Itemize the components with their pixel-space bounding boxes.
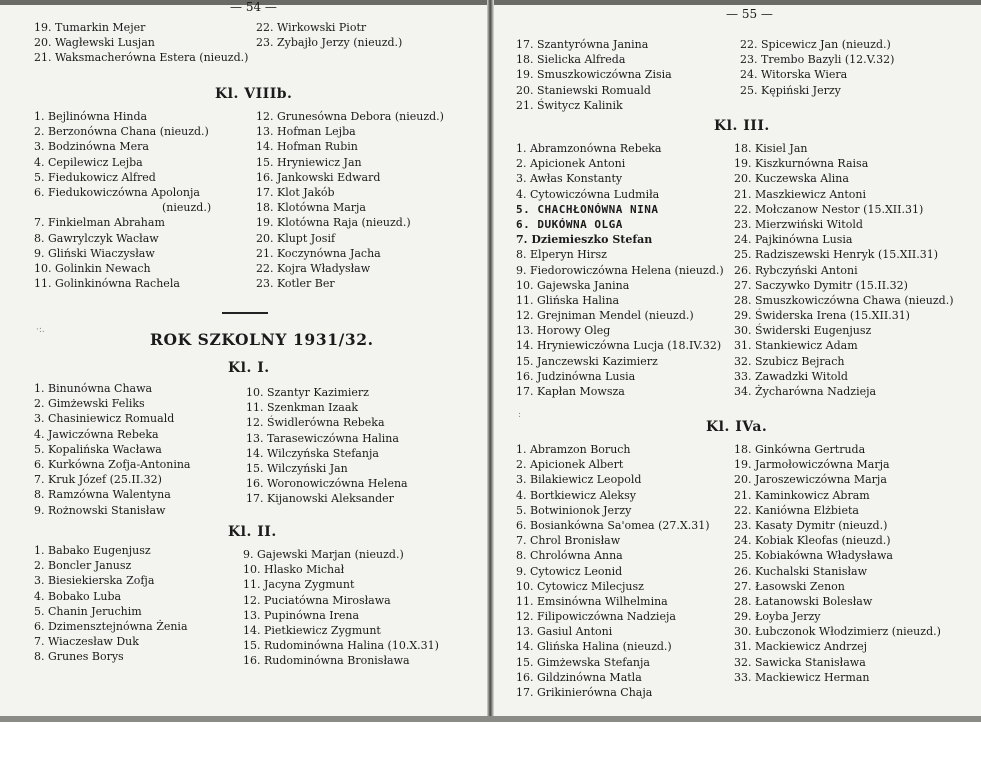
list-item: 20. Jaroszewiczówna Marja [734,473,887,487]
list-item: 13. Hofman Lejba [256,125,356,139]
list-item: 34. Życharówna Nadzieja [734,385,877,398]
list-item: 28. Łatanowski Bolesław [734,594,873,608]
class-iii-col1 [516,141,724,399]
list-item: 22. Kaniówna Elżbieta [734,503,859,517]
class-iva-col1 [516,442,709,700]
list-item: 5. Botwinionok Jerzy [516,503,632,517]
list-item: 17. Kapłan Mowsza [516,385,625,398]
list-item: 14. Pietkiewicz Zygmunt [243,623,381,637]
book-gutter [487,0,494,716]
list-item: 4. Cytowiczówna Ludmiła [516,187,660,201]
class-heading-ii: Kl. II. [228,524,277,540]
top-entries-col2 [256,20,402,50]
list-item: 8. Elperyn Hirsz [516,248,607,262]
list-item: 4. Cepilewicz Lejba [34,155,143,169]
list-item: 18. Sielicka Alfreda [516,53,626,67]
list-item: 15. Gimżewska Stefanja [516,655,650,669]
list-item: 28. Smuszkowiczówna Chawa (nieuzd.) [734,293,954,307]
list-item: 27. Saczywko Dymitr (15.II.32) [734,278,908,292]
list-item: 15. Hryniewicz Jan [256,155,362,169]
list-item: 7. Finkielman Abraham [34,216,165,230]
list-item: 13. Tarasewiczówna Halina [246,431,399,445]
class-heading-iii: Kl. III. [714,118,770,134]
list-item: 16. Rudominówna Bronisława [243,654,410,668]
list-item: 12. Puciatówna Mirosława [243,593,391,607]
list-item: 16. Gildzinówna Matla [516,670,642,684]
list-item: 16. Judzinówna Lusia [516,369,636,383]
class-heading-viiib: Kl. VIIIb. [215,86,293,102]
list-item: 2. Gimżewski Feliks [34,397,145,411]
list-item: 20. Klupt Josif [256,231,336,245]
list-item: 22. Wirkowski Piotr [256,21,367,34]
list-item: 8. Gawrylczyk Wacław [34,231,159,245]
list-item: 26. Kuchalski Stanisław [734,564,867,578]
list-item: 6. Kurkówna Zofja-Antonina [34,457,191,471]
list-item: 12. Świdlerówna Rebeka [246,416,385,430]
list-item: 20. Staniewski Romuald [516,83,651,97]
list-item: 33. Mackiewicz Herman [734,670,870,684]
list-item: 3. Bilakiewicz Leopold [516,473,642,487]
list-item: 21. Waksmacherówna Estera (nieuzd.) [34,51,249,65]
list-item: 7. Dziemieszko Stefan [516,233,653,247]
list-item: 31. Mackiewicz Andrzej [734,640,868,654]
list-item: 10. Gajewska Janina [516,278,630,292]
list-item-continuation: (nieuzd.) [162,201,212,215]
list-item: 5. Fiedukowicz Alfred [34,170,156,184]
list-item: 17. Szantyrówna Janina [516,38,649,51]
list-item: 18. Ginkówna Gertruda [734,443,866,456]
list-item: 9. Cytowicz Leonid [516,564,623,578]
page-number: — 55 — [726,7,773,21]
class-ii-col1 [34,543,188,665]
list-item: 4. Bortkiewicz Aleksy [516,488,636,502]
list-item: 17. Grikinierówna Chaja [516,686,653,699]
list-item: 24. Pajkinówna Lusia [734,233,853,247]
list-item: 17. Klot Jakób [256,185,335,199]
list-item: 11. Glińska Halina [516,293,620,307]
list-item: 16. Jankowski Edward [256,170,381,184]
list-item: 31. Stankiewicz Adam [734,339,858,353]
list-item: 1. Abramzonówna Rebeka [516,142,662,155]
list-item: 1. Binunówna Chawa [34,382,153,395]
list-item: 3. Bodzinówna Mera [34,140,149,154]
list-item: 1. Bejlinówna Hinda [34,110,148,123]
list-item: 18. Kisiel Jan [734,142,808,155]
list-item: 2. Boncler Janusz [34,559,132,573]
list-item: 3. Chasiniewicz Romuald [34,412,175,426]
list-item: 15. Rudominówna Halina (10.X.31) [243,639,439,653]
list-item: 11. Szenkman Izaak [246,401,359,415]
class-heading-i: Kl. I. [228,360,270,376]
class-iii-col2 [734,141,953,399]
list-item: 22. Spicewicz Jan (nieuzd.) [740,38,891,51]
list-item: 16. Woronowiczówna Helena [246,477,408,491]
list-item: 21. Koczynówna Jacha [256,246,381,260]
list-item: 2. Berzonówna Chana (nieuzd.) [34,125,209,139]
list-item: 25. Kobiakówna Władysława [734,549,893,563]
list-item: 15. Wilczyński Jan [246,461,348,475]
list-item: 11. Emsinówna Wilhelmina [516,594,668,608]
list-item: 14. Glińska Halina (nieuzd.) [516,640,672,654]
list-item: 8. Chrolówna Anna [516,549,623,563]
list-item: 4. Jawiczówna Rebeka [34,427,159,441]
list-item: 15. Janczewski Kazimierz [516,354,658,368]
list-item: 13. Pupinówna Irena [243,608,360,622]
list-item: 20. Wagłewski Lusjan [34,36,155,50]
list-item: 19. Smuszkowiczówna Zisia [516,68,672,82]
list-item: 7. Wiaczesław Duk [34,635,139,649]
list-item: 27. Łasowski Zenon [734,579,845,593]
list-item: 5. CHACHŁONÓWNA NINA [516,202,659,216]
list-item: 6. Bosiankówna Sa'omea (27.X.31) [516,518,710,532]
list-item: 23. Kasaty Dymitr (nieuzd.) [734,518,888,532]
list-item: 32. Szubicz Bejrach [734,354,845,368]
list-item: 3. Awłas Konstanty [516,172,623,186]
list-item: 25. Kępiński Jerzy [740,83,841,97]
list-item: 23. Mierzwiński Witold [734,217,863,231]
list-item: 30. Świderski Eugenjusz [734,324,872,338]
class-i-col2 [246,385,408,507]
top-entries-col1 [34,20,248,66]
list-item: 24. Witorska Wiera [740,68,848,82]
scan-blemish: ·:. [36,325,45,335]
page-number: — 54 — [230,0,277,14]
list-item: 6. Dzimensztejnówna Żenia [34,619,188,633]
list-item: 4. Bobako Luba [34,589,122,603]
list-item: 6. DUKÓWNA OLGA [516,217,623,231]
list-item: 33. Zawadzki Witold [734,369,848,383]
list-item: 22. Mołczanow Nestor (15.XII.31) [734,202,924,216]
class-iva-col2 [734,442,941,685]
list-item: 14. Hofman Rubin [256,140,358,154]
class-viiib-col1 [34,109,211,291]
list-item: 26. Rybczyński Antoni [734,263,858,277]
list-item: 12. Grunesówna Debora (nieuzd.) [256,110,444,123]
left-page [0,0,487,716]
list-item: 9. Rożnowski Stanisław [34,503,166,517]
list-item: 9. Fiedorowiczówna Helena (nieuzd.) [516,263,724,277]
list-item: 30. Łubczonok Włodzimierz (nieuzd.) [734,625,941,639]
list-item: 21. Maszkiewicz Antoni [734,187,867,201]
list-item: 22. Kojra Władysław [256,261,371,275]
list-item: 19. Kiszkurnówna Raisa [734,157,869,171]
top-entries-col2 [740,37,894,98]
list-item: 17. Kijanowski Aleksander [246,492,394,506]
section-divider [222,312,268,314]
list-item: 21. Świtycz Kalinik [516,98,623,112]
list-item: 21. Kaminkowicz Abram [734,488,870,502]
scan-blemish: : [518,410,522,420]
list-item: 29. Świderska Irena (15.XII.31) [734,309,910,323]
list-item: 7. Kruk Józef (25.II.32) [34,473,162,487]
right-page [494,0,981,716]
class-i-col1 [34,381,191,518]
list-item: 2. Apicionek Antoni [516,157,626,171]
list-item: 11. Golinkinówna Rachela [34,277,180,291]
list-item: 23. Kotler Ber [256,277,335,291]
list-item: 29. Łoyba Jerzy [734,610,821,624]
list-item: 32. Sawicka Stanisława [734,655,866,669]
list-item: 14. Wilczyńska Stefanja [246,446,379,460]
list-item: 18. Klotówna Marja [256,201,366,215]
list-item: 1. Abramzon Boruch [516,443,631,456]
school-year-heading: ROK SZKOLNY 1931/32. [150,330,374,349]
list-item: 19. Jarmołowiczówna Marja [734,458,890,472]
list-item: 7. Chrol Bronisław [516,534,621,548]
list-item: 10. Hlasko Michał [243,563,345,577]
list-item: 12. Grejniman Mendel (nieuzd.) [516,309,694,323]
class-heading-iva: Kl. IVa. [706,419,768,435]
list-item: 19. Klotówna Raja (nieuzd.) [256,216,411,230]
list-item: 23. Zybajło Jerzy (nieuzd.) [256,36,403,50]
list-item: 5. Kopalińska Wacława [34,442,162,456]
list-item: 10. Golinkin Newach [34,261,151,275]
list-item: 10. Szantyr Kazimierz [246,386,369,399]
list-item: 13. Gasiul Antoni [516,625,613,639]
list-item: 13. Horowy Oleg [516,324,611,338]
list-item: 20. Kuczewska Alina [734,172,849,186]
list-item: 11. Jacyna Zygmunt [243,578,355,592]
list-item: 2. Apicionek Albert [516,458,624,472]
list-item: 8. Grunes Borys [34,650,124,664]
list-item: 6. Fiedukowiczówna Apolonja [34,185,200,199]
list-item: 10. Cytowicz Milecjusz [516,579,644,593]
list-item: 5. Chanin Jeruchim [34,604,142,618]
list-item: 3. Biesiekierska Zofja [34,574,155,588]
list-item: 14. Hryniewiczówna Lucja (18.IV.32) [516,339,722,353]
class-ii-col2 [243,547,439,669]
class-viiib-col2 [256,109,444,291]
list-item: 23. Trembo Bazyli (12.V.32) [740,53,895,67]
list-item: 12. Filipowiczówna Nadzieja [516,610,676,624]
list-item: 9. Gajewski Marjan (nieuzd.) [243,548,404,561]
list-item: 9. Gliński Wiaczysław [34,246,155,260]
list-item: 24. Kobiak Kleofas (nieuzd.) [734,534,891,548]
list-item: 8. Ramzówna Walentyna [34,488,171,502]
list-item: 25. Radziszewski Henryk (15.XII.31) [734,248,939,262]
list-item: 1. Babako Eugenjusz [34,544,151,557]
list-item: 19. Tumarkin Mejer [34,21,146,34]
top-entries-col1 [516,37,672,113]
